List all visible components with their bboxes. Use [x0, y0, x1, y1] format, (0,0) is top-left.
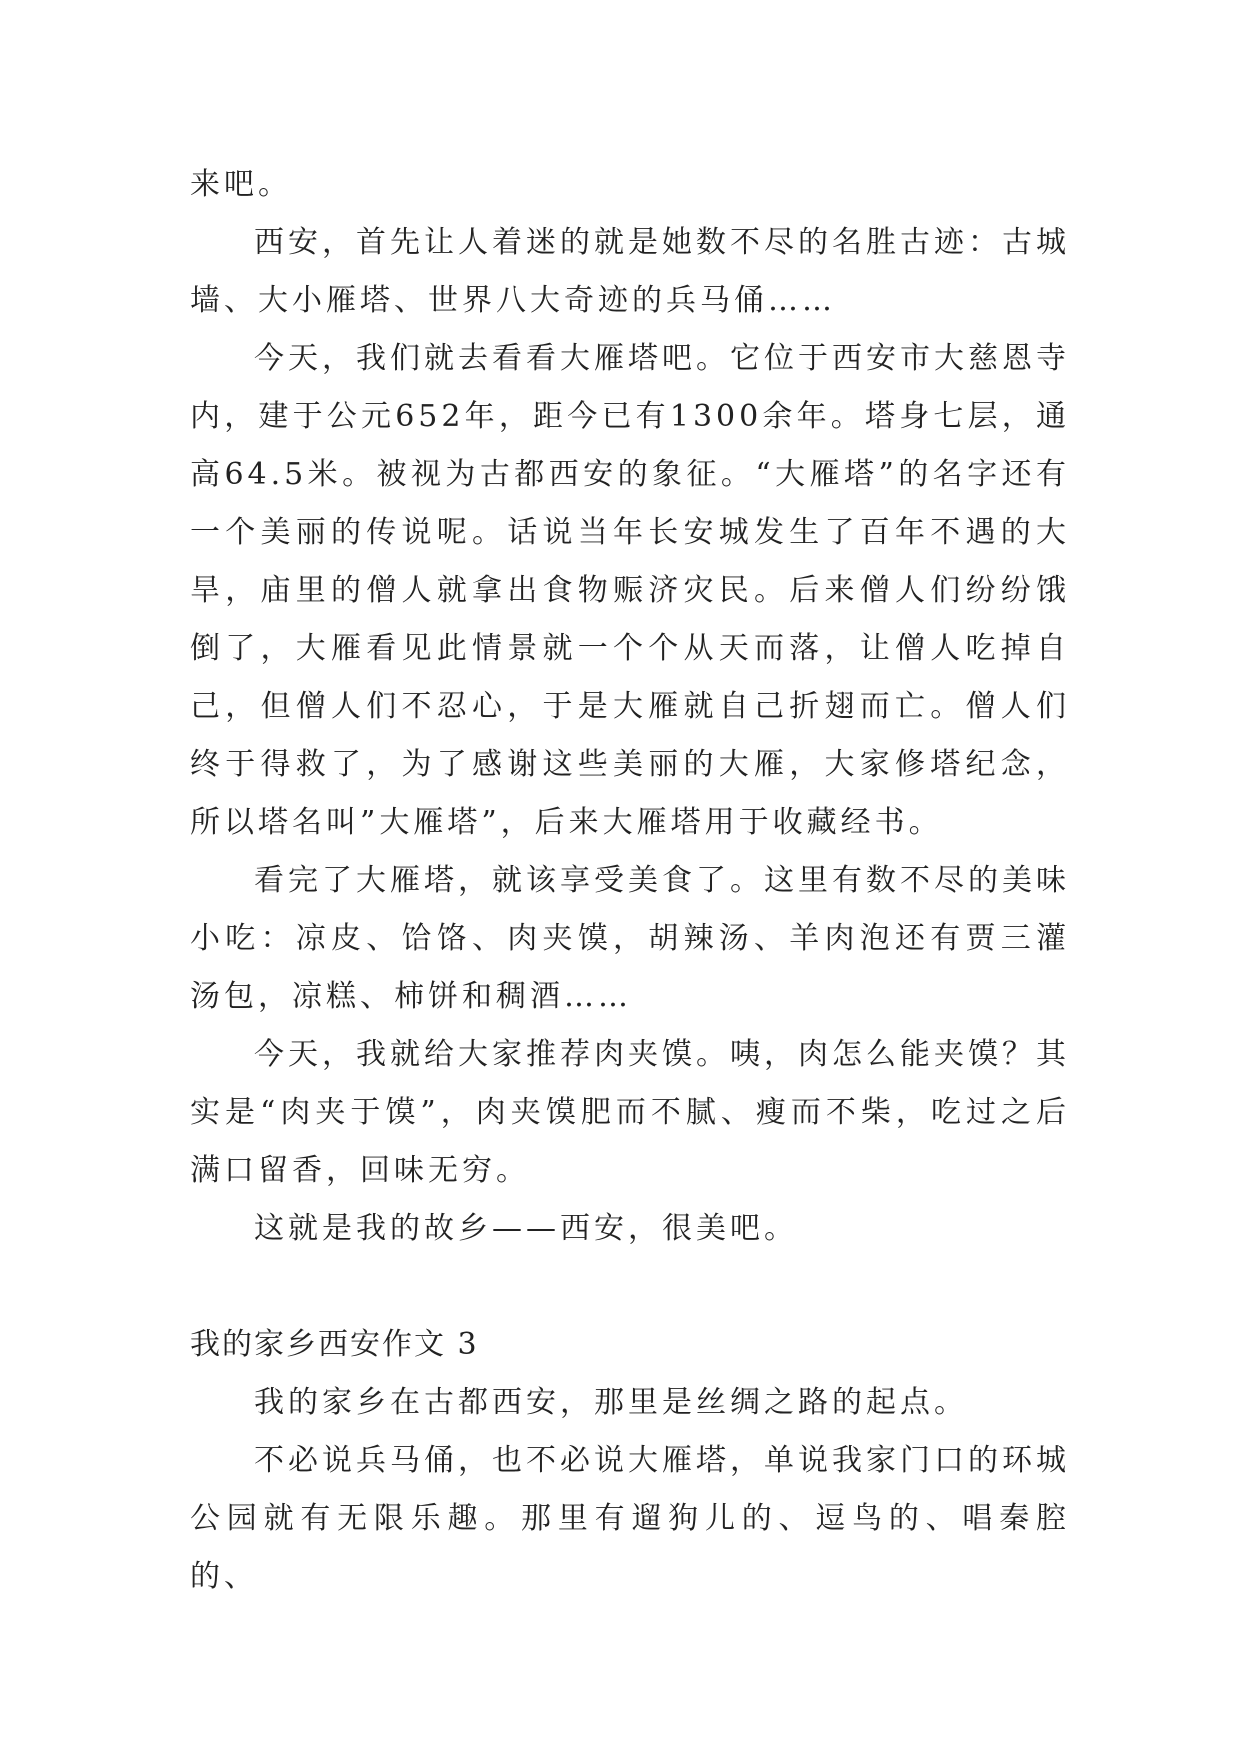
paragraph-roujiamo: 今天，我就给大家推荐肉夹馍。咦，肉怎么能夹馍？其实是“肉夹于馍”，肉夹馍肥而不腻、瘦而不柴，吃过之后满口留香，回味无穷。: [190, 1037, 1070, 1188]
paragraph-continuation: 来吧。: [190, 167, 292, 202]
section-title: 我的家乡西安作文 3: [190, 1327, 479, 1362]
paragraph-city-wall-park: 不必说兵马俑，也不必说大雁塔，单说我家门口的环城公园就有无限乐趣。那里有遛狗儿的、逗鸟的、唱秦腔的、: [190, 1443, 1070, 1594]
paragraph-hometown-intro: 我的家乡在古都西安，那里是丝绸之路的起点。: [254, 1385, 968, 1420]
paragraph-landmarks: 西安，首先让人着迷的就是她数不尽的名胜古迹：古城墙、大小雁塔、世界八大奇迹的兵马俑……: [190, 225, 1070, 318]
paragraph-snacks: 看完了大雁塔，就该享受美食了。这里有数不尽的美味小吃：凉皮、饸饹、肉夹馍，胡辣汤、羊肉泡还有贾三灌汤包，凉糕、柿饼和稠酒……: [190, 863, 1070, 1014]
document-body: [190, 156, 1070, 1606]
paragraph-big-wild-goose-pagoda: 今天，我们就去看看大雁塔吧。它位于西安市大慈恩寺内，建于公元652年，距今已有1300余年。塔身七层，通高64.5米。被视为古都西安的象征。“大雁塔”的名字还有一个美丽的传说呢。话说当年长安城发生了百年不遇的大旱，庙里的僧人就拿出食物赈济灾民。后来僧人们纷纷饿倒了，大雁看见此情景就一个个从天而落，让僧人吃掉自己，但僧人们不忍心，于是大雁就自己折翅而亡。僧人们终于得救了，为了感谢这些美丽的大雁，大家修塔纪念，所以塔名叫”大雁塔”，后来大雁塔用于收藏经书。: [190, 341, 1070, 840]
paragraph-conclusion: 这就是我的故乡——西安，很美吧。: [254, 1211, 798, 1246]
